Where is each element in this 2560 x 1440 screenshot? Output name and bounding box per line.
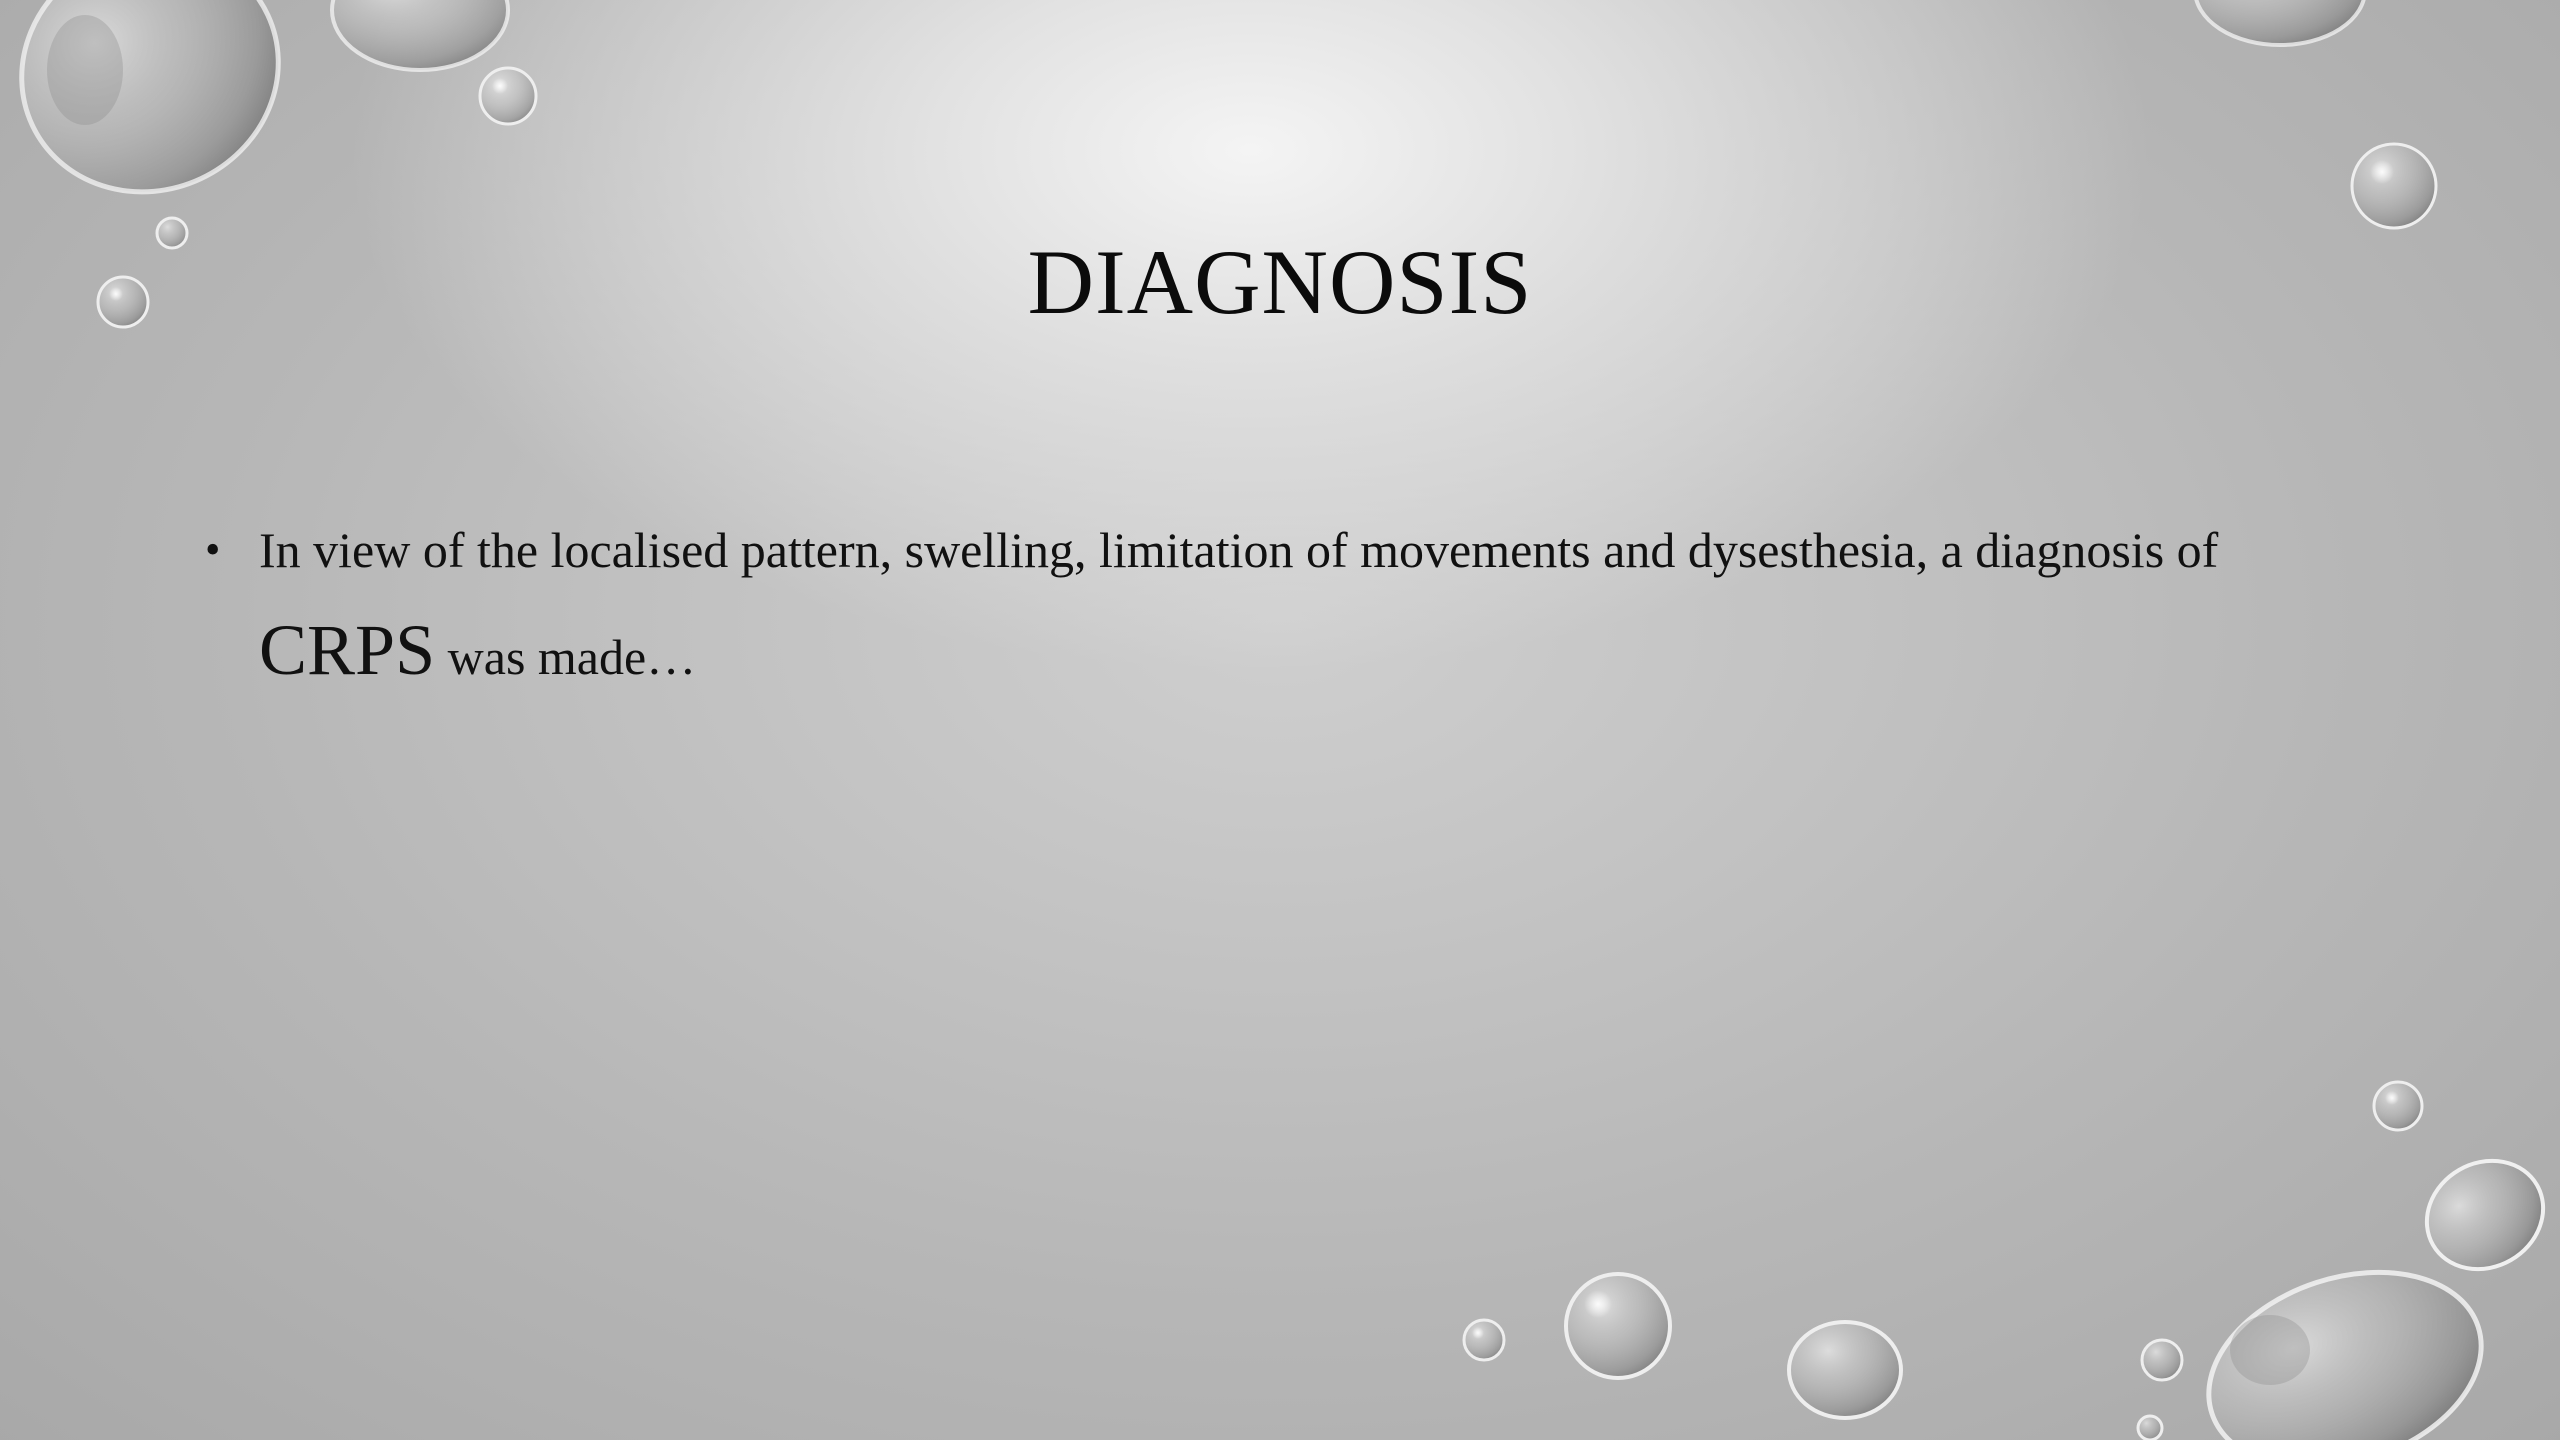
drop-small-right-lower-icon — [2374, 1082, 2422, 1130]
bullet-text-tail: was made… — [447, 629, 697, 685]
drop-tiny-bottom-right-2-icon — [2138, 1416, 2162, 1440]
drop-bottom-center-2-icon — [1789, 1322, 1901, 1418]
drop-tiny-bottom-right-icon — [2142, 1340, 2182, 1380]
drop-top-right-icon — [2195, 0, 2365, 45]
bullet-marker: • — [205, 525, 221, 574]
drop-right-upper-icon — [2352, 144, 2436, 228]
bullet-text-main: In view of the localised pattern, swelling, limitation of movements and dysesthesia, a diagnosis of — [259, 522, 2219, 578]
bullet-item — [205, 500, 2385, 707]
drop-small-top-left-icon — [480, 68, 536, 124]
slide-body — [205, 500, 2385, 707]
bullet-emphasis-crps: CRPS — [259, 610, 436, 690]
drop-large-top-left-icon — [0, 0, 319, 234]
drop-top-left-2-icon — [332, 0, 508, 70]
drop-bottom-center-icon — [1566, 1274, 1670, 1378]
drop-right-lower-icon — [2407, 1140, 2560, 1290]
drop-large-bottom-right-icon — [2183, 1239, 2506, 1440]
drop-small-bottom-center-icon — [1464, 1320, 1504, 1360]
slide-title: DIAGNOSIS — [1027, 231, 1533, 333]
